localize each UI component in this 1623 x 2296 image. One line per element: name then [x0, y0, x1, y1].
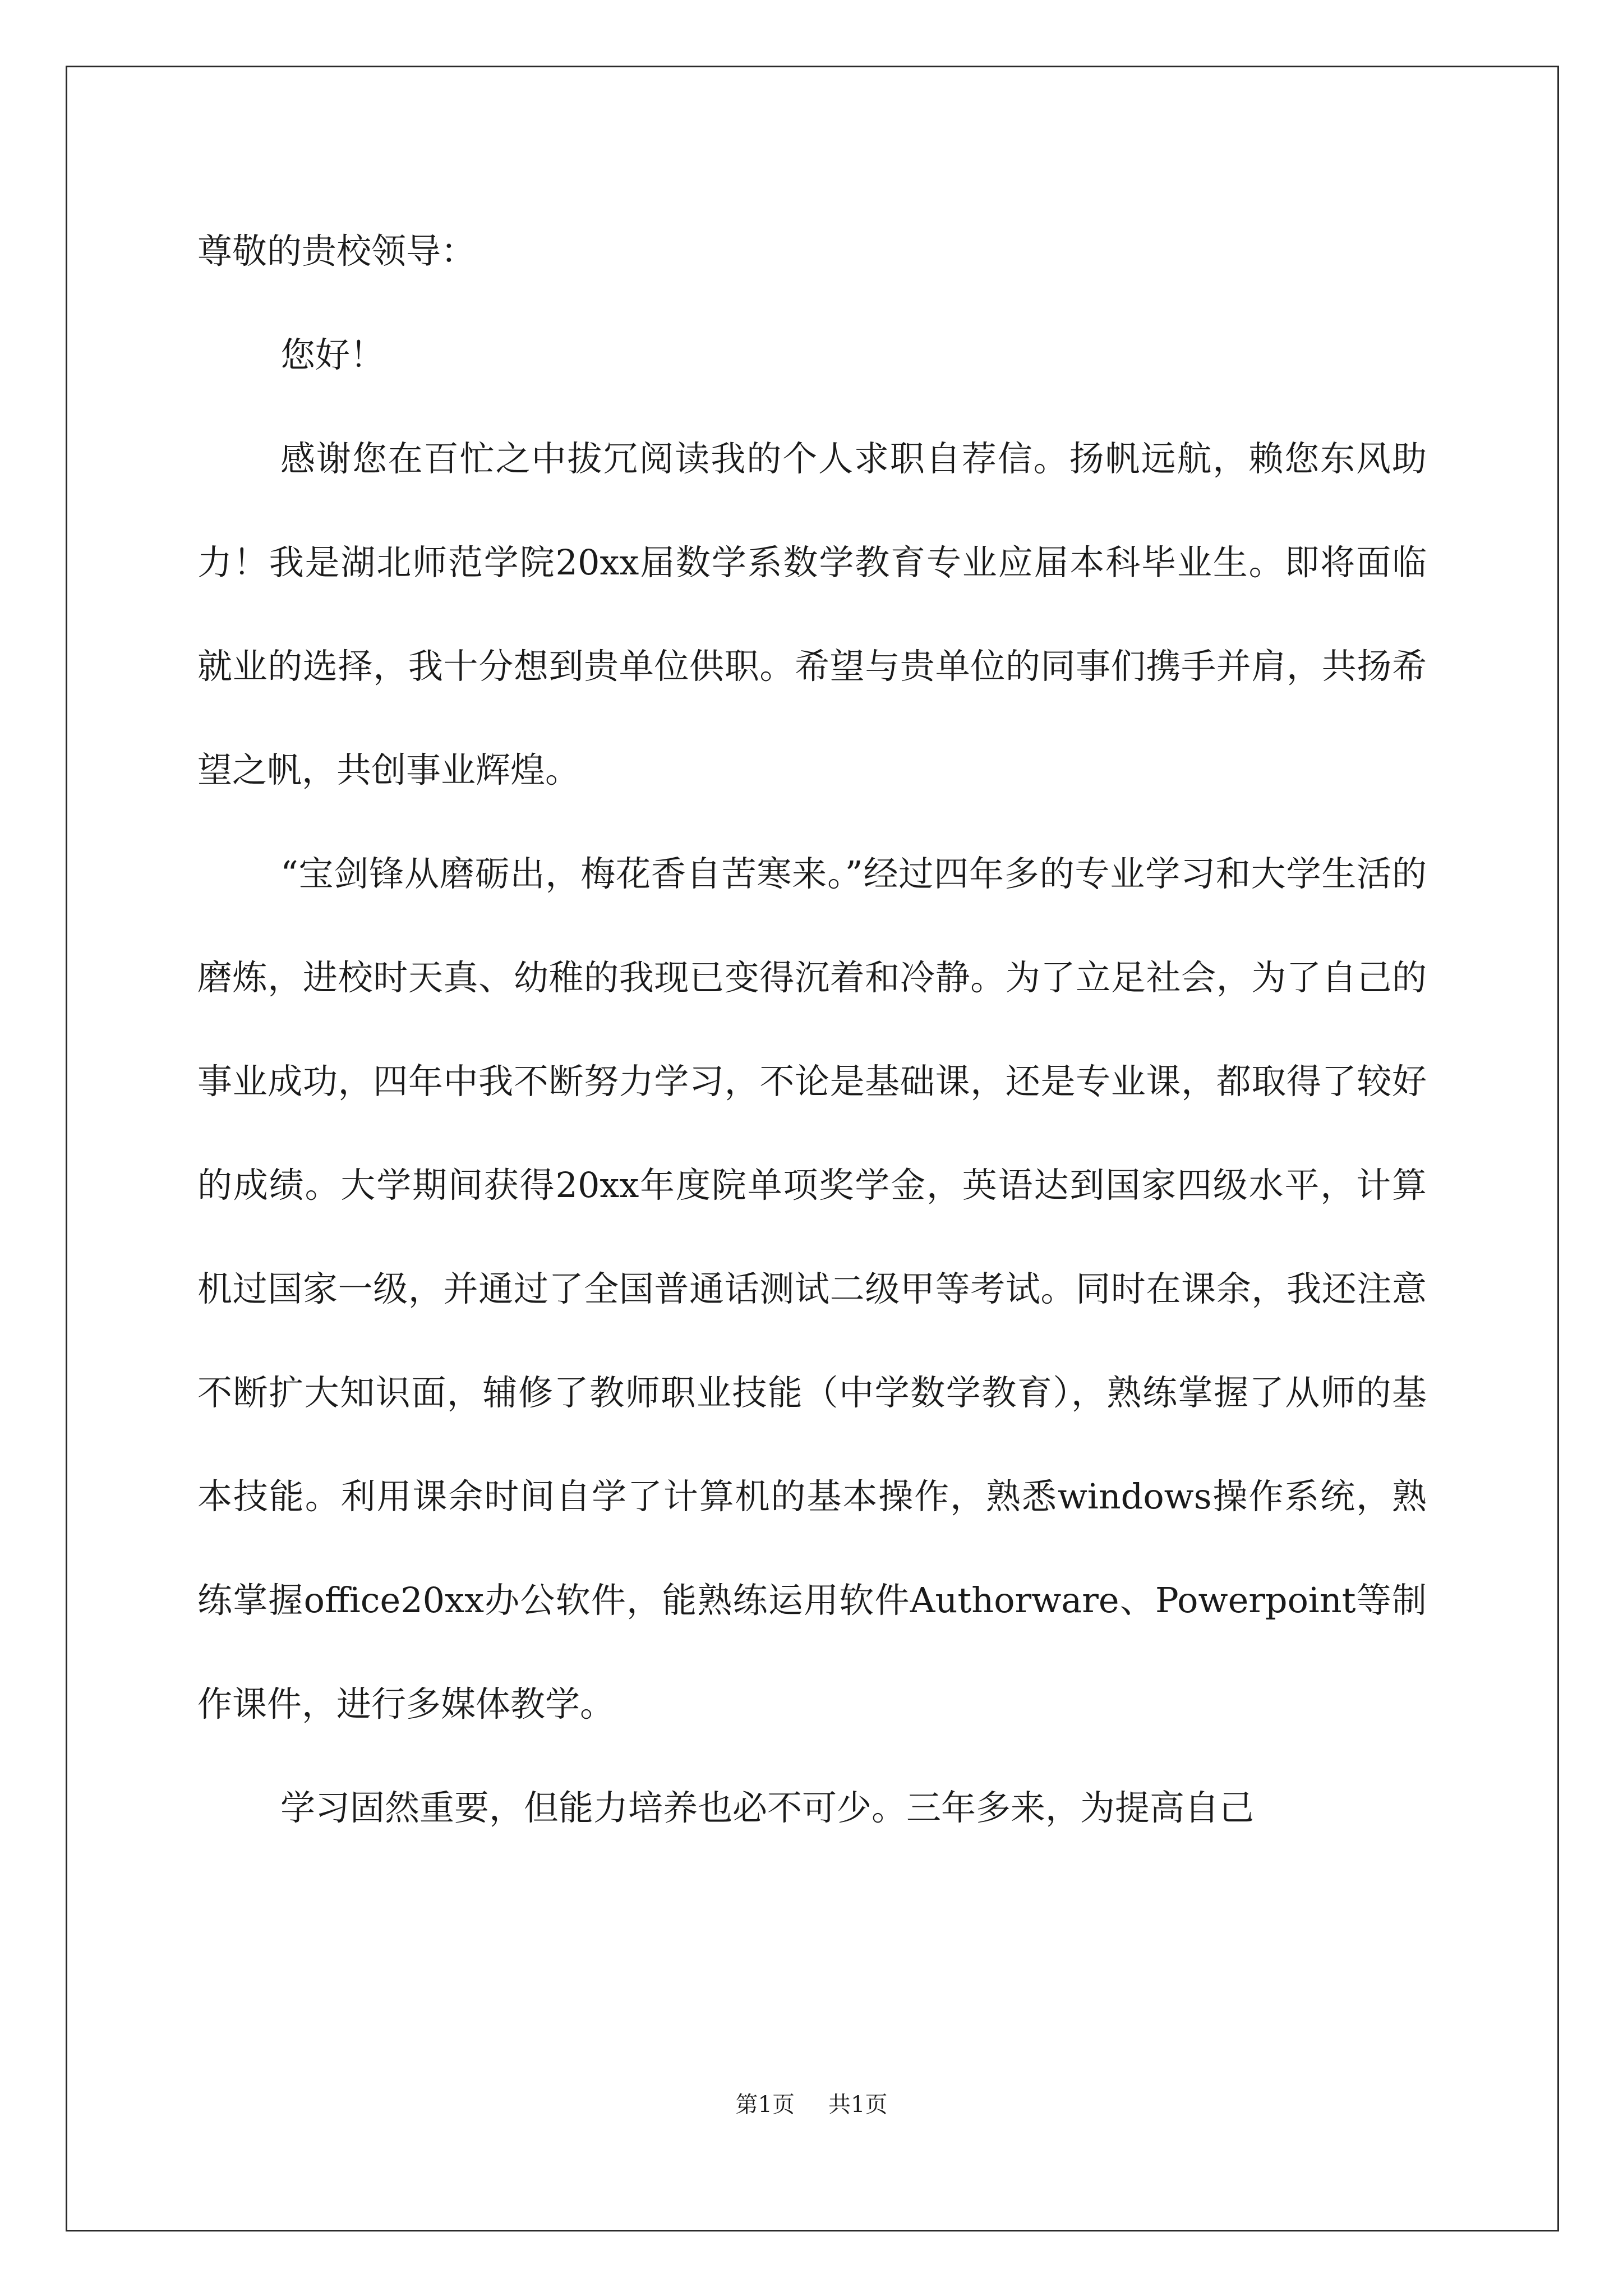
paragraph-abilities: 学习固然重要，但能力培养也必不可少。三年多来，为提高自己: [280, 1787, 1255, 1828]
paragraph-intro: 感谢您在百忙之中拔冗阅读我的个人求职自荐信。扬帆远航，赖您东风助力！我是湖北师范学院20xx届数学系数学教育专业应届本科毕业生。即将面临就业的选择，我十分想到贵单位供职。希望与贵单位的同事们携手并肩，共扬希望之帆，共创事业辉煌。: [197, 438, 1427, 790]
page-total: 共1页: [828, 2092, 888, 2118]
page-number: 第1页: [735, 2092, 795, 2118]
greeting: 您好！: [280, 334, 385, 375]
letter-body: [197, 199, 1427, 1860]
page-footer: [0, 2087, 1623, 2119]
salutation: 尊敬的贵校领导：: [197, 231, 476, 272]
paragraph-studies: “宝剑锋从磨砺出，梅花香自苦寒来。”经过四年多的专业学习和大学生活的磨炼，进校时天真、幼稚的我现已变得沉着和冷静。为了立足社会，为了自己的事业成功，四年中我不断努力学习，不论是基础课，还是专业课，都取得了较好的成绩。大学期间获得20xx年度院单项奖学金，英语达到国家四级水平，计算机过国家一级，并通过了全国普通话测试二级甲等考试。同时在课余，我还注意不断扩大知识面，辅修了教师职业技能（中学数学教育），熟练掌握了从师的基本技能。利用课余时间自学了计算机的基本操作，熟悉windows操作系统，熟练掌握office20xx办公软件，能熟练运用软件Authorware、Powerpoint等制作课件，进行多媒体教学。: [197, 853, 1427, 1724]
